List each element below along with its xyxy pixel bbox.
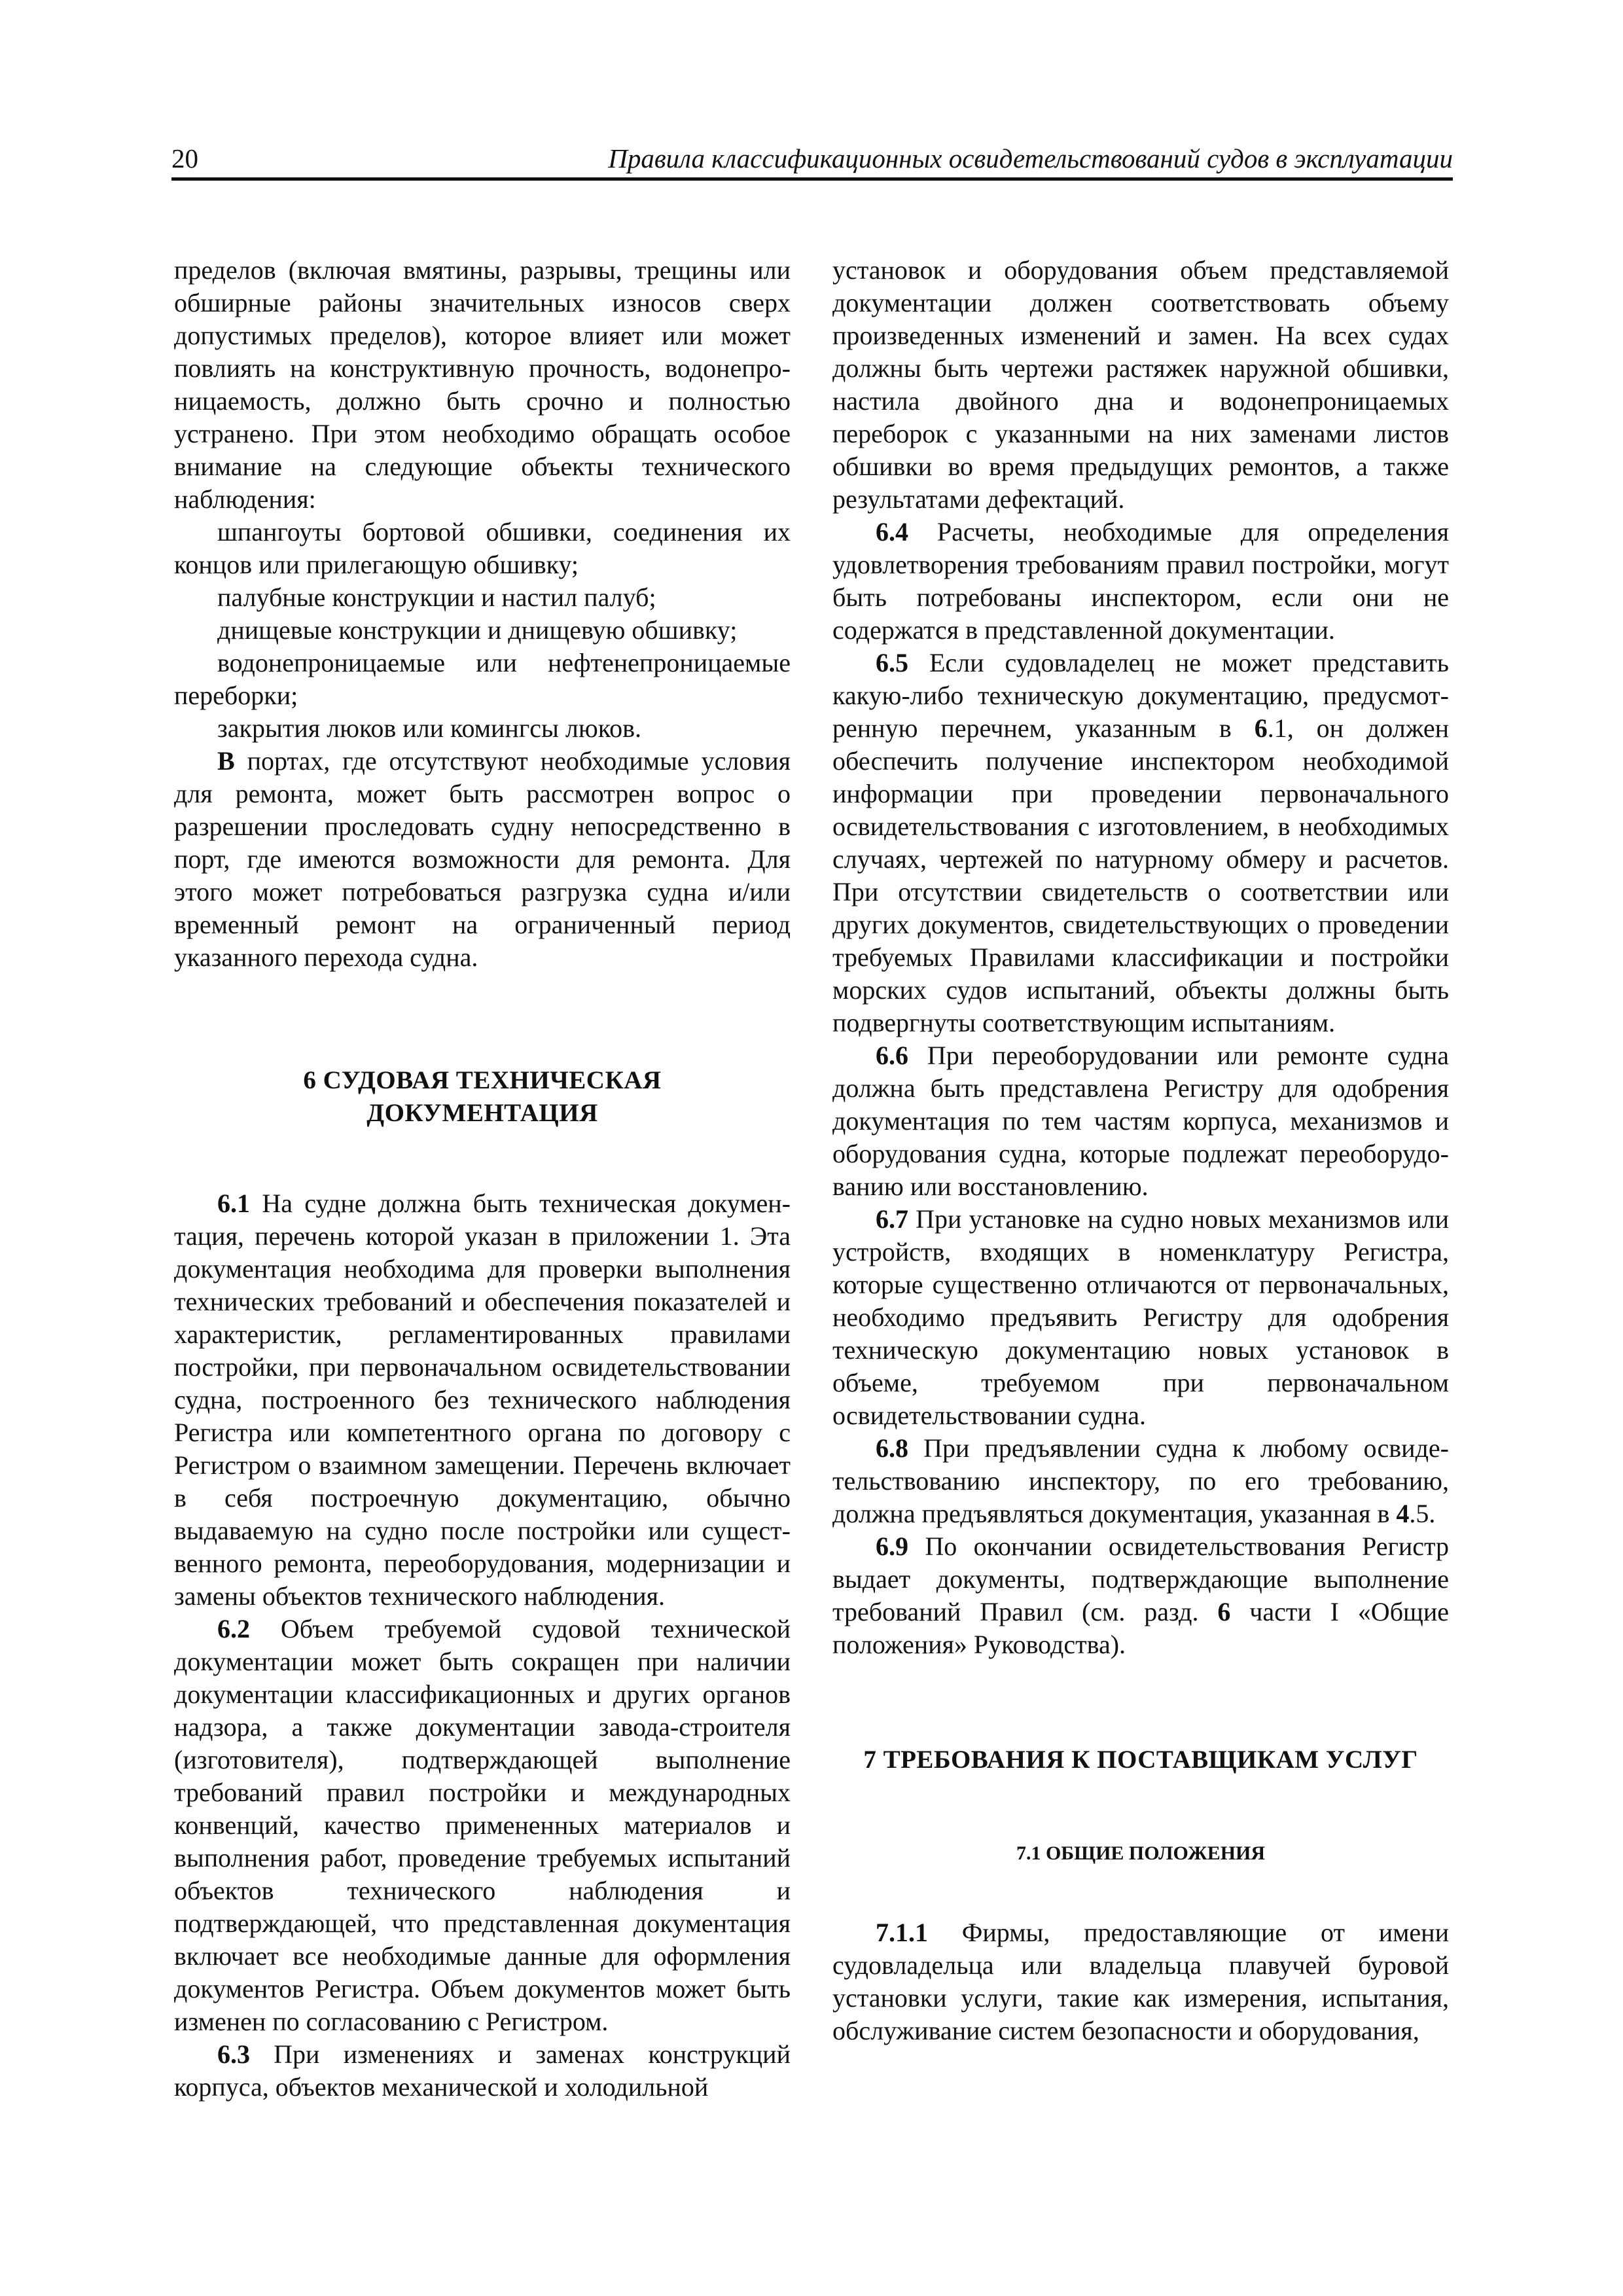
paragraph-text: .5. xyxy=(1409,1499,1436,1528)
paragraph-text: Фирмы, предоставляющие от имени судовладельца или владельца плавучей буровой установки услуги, такие как измерения, испытания, обслуживание систем безопасности и оборудования, xyxy=(832,1918,1449,2045)
paragraph-text: По окончании освидетельствования Регистр выдает документы, подтверждающие выполнение требований Правил (см. разд. xyxy=(832,1532,1449,1626)
paragraph-text: При переоборудовании или ремонте судна должна быть представлена Регистру для одобрения документация по тем частям корпуса, механизмов и оборудования судна, которые подлежат переоборудованию или восстановлению. xyxy=(832,1041,1449,1201)
paragraph-text: портах, где отсутствуют необходимые условия для ремонта, может быть рассмотрен вопрос о разрешении проследовать судну непосредственно в порт, где имеются возможности для ремонта. Для этого может потребоваться разгрузка судна и/или временный ремонт на ограниченный период указанного перехода судна. xyxy=(174,746,791,972)
paragraph-text: Расчеты, необходимые для определения удовлетворения требованиям правил постройки, могут быть потребованы инспектором, если они не содержатся в представленной документации. xyxy=(832,517,1449,645)
list-item: палубные конструкции и настил палуб; xyxy=(217,583,656,612)
clause-number: 6.7 xyxy=(876,1204,908,1234)
paragraph-6-7 xyxy=(832,1203,1449,1432)
paragraph-text: При установке на судно новых механизмов или устройств, входящих в номенклатуру Регистра, которые существенно отличаются от первоначальных, необходимо предъявить Регистру для одобрения техническую документацию новых установок в объеме, требуемом при первоначальном освидетельствовании судна. xyxy=(832,1204,1449,1430)
paragraph-6-1 xyxy=(174,1187,791,1613)
left-column xyxy=(174,254,791,2104)
paragraph-text: Если судовладелец не может представить какую-либо техническую документацию, предусмотренную перечнем, указанным в xyxy=(832,648,1449,743)
clause-number: 6.2 xyxy=(217,1614,250,1643)
paragraph-text: Объем требуемой судовой технической документации может быть сокращен при наличии документации классификационных и других органов надзора, а также документации завода-строителя (изготовителя), подтверждающей выполнение требований правил постройки и международных конвенций, качество примененных материалов и выполнения работ, проведение требуемых испытаний объектов технического наблюдения и подтверждающей, что представленная документация включает все необходимые данные для оформления документов Регистра. Объем документов может быть изменен по согласованию с Регистром. xyxy=(174,1614,791,2036)
paragraph-text: .1, он должен обеспечить получение инспектором необходимой информации при проведении первоначального освидетельствования с изготовлением, в необходимых случаях, чертежей по натурному обмеру и расчетов. При отсутствии свидетельств о соответствии или других документов, свидетельствующих о проведении требуемых Правилами классификации и постройки морских судов испытаний, объекты должны быть подвергнуты соответствующим испытаниям. xyxy=(832,713,1449,1037)
paragraph-7-1-1 xyxy=(832,1916,1449,2047)
clause-number: 6.1 xyxy=(217,1189,250,1218)
paragraph-6-6 xyxy=(832,1039,1449,1203)
clause-number: 6.3 xyxy=(217,2039,250,2069)
paragraph-text: На судне должна быть техническая документация, перечень которой указан в приложении 1. Эта документация необходима для проверки выполнения технических требований и обеспечения показателей и характеристик, регламентированных правилами постройки, при первоначальном освидетельствовании судна, построенного без технического наблюдения Регистра или компетентного органа по договору с Регистром о взаимном замещении. Перечень включает в себя построечную документацию, обычно выдаваемую на судно после постройки или существенного ремонта, переоборудования, модернизации и замены объектов технического наблюдения. xyxy=(174,1189,791,1611)
section-6-heading xyxy=(174,1064,791,1130)
cross-reference: 6 xyxy=(1254,713,1268,743)
paragraph-defects: пределов (включая вмятины, разрывы, трещины или обширные районы значительных износов сверх допустимых пределов), которое влияет или может повлиять на конструктивную прочность, водонепроницаемость, должно быть срочно и полностью устранено. При этом необходимо обращать особое внимание на следующие объекты технического наблюдения: xyxy=(174,255,791,514)
section-6-title-line2: ДОКУМЕНТАЦИЯ xyxy=(366,1099,598,1127)
list-item: днищевые конструкции и днищевую обшивку; xyxy=(217,615,738,645)
paragraph-lead: В xyxy=(217,746,235,776)
paragraph-6-4 xyxy=(832,516,1449,647)
clause-number: 6.9 xyxy=(876,1532,908,1561)
paragraph-6-2 xyxy=(174,1613,791,2038)
paragraph-6-5 xyxy=(832,647,1449,1039)
page-header xyxy=(171,140,1453,181)
list-item: водонепроницаемые или нефтенепроницаемые переборки; xyxy=(174,648,791,710)
paragraph-6-3-continued: установок и оборудования объем представляемой документации должен соответствовать объему произведенных изменений и замен. На всех судах должны быть чертежи растяжек наружной обшивки, настила двойного дна и водонепроницаемых переборок с указанными на них заменами листов обшивки во время предыдущих ремонтов, а также результатами дефектаций. xyxy=(832,255,1449,514)
list-item: закрытия люков или комингсы люков. xyxy=(217,713,641,743)
section-6-title-line1: 6 СУДОВАЯ ТЕХНИЧЕСКАЯ xyxy=(303,1066,662,1094)
cross-reference: 6 xyxy=(1217,1597,1231,1626)
paragraph-6-8 xyxy=(832,1432,1449,1530)
clause-number: 7.1.1 xyxy=(876,1918,928,1947)
clause-number: 6.5 xyxy=(876,648,908,677)
page-number: 20 xyxy=(171,143,198,173)
paragraph-text: При предъявлении судна к любому освидетельствованию инспектору, по его требованию, должна предъявляться документация, указанная в xyxy=(832,1433,1449,1528)
paragraph-text: При изменениях и заменах конструкций корпуса, объектов механической и холодильной xyxy=(174,2039,791,2102)
clause-number: 6.6 xyxy=(876,1041,908,1070)
cross-reference: 4 xyxy=(1396,1499,1410,1528)
section-7-heading: 7 ТРЕБОВАНИЯ К ПОСТАВЩИКАМ УСЛУГ xyxy=(863,1746,1418,1774)
clause-number: 6.4 xyxy=(876,517,908,547)
paragraph-6-3 xyxy=(174,2038,791,2104)
paragraph-6-9 xyxy=(832,1530,1449,1661)
list-item: шпангоуты бортовой обшивки, соединения их концов или прилегающую обшивку; xyxy=(174,517,791,579)
paragraph-text: части I «Общие положения» Руководства). xyxy=(832,1597,1450,1659)
running-title: Правила классификационных освидетельствований судов в эксплуатации xyxy=(608,143,1453,173)
clause-number: 6.8 xyxy=(876,1433,908,1463)
right-column xyxy=(832,254,1449,2047)
paragraph-ports xyxy=(174,745,791,974)
subsection-7-1-heading: 7.1 ОБЩИЕ ПОЛОЖЕНИЯ xyxy=(1016,1842,1266,1864)
